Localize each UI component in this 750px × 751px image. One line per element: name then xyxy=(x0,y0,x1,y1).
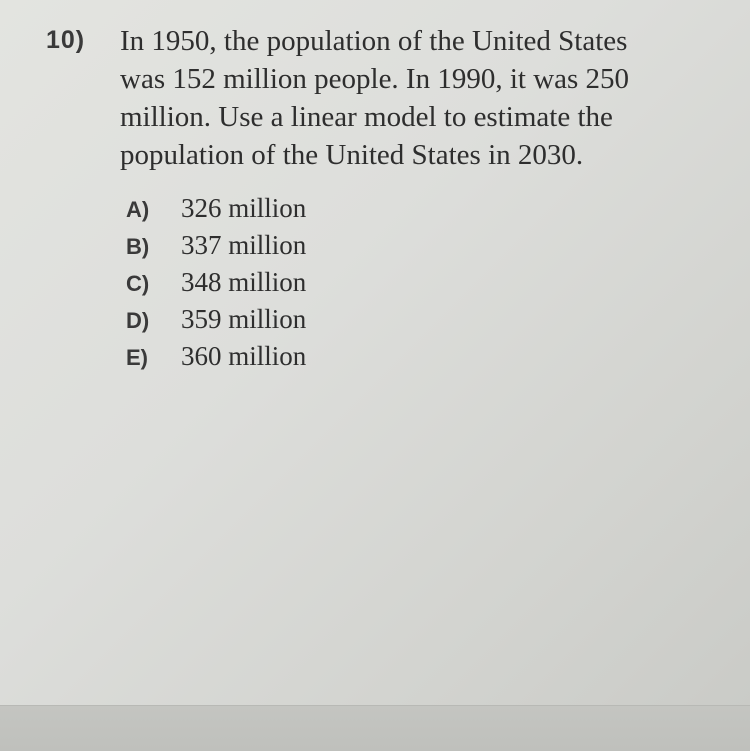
answer-choices xyxy=(126,193,426,378)
choice-b xyxy=(126,230,426,267)
choice-text: 360 million xyxy=(181,341,307,371)
page-bottom-edge xyxy=(0,705,750,751)
choice-a xyxy=(126,193,426,230)
choice-letter: D) xyxy=(126,308,150,333)
choice-d xyxy=(126,304,426,341)
question-number: 10) xyxy=(46,26,86,54)
choice-text: 326 million xyxy=(181,193,307,223)
choice-text: 337 million xyxy=(181,230,307,260)
choice-text: 359 million xyxy=(181,304,307,334)
question-line: was 152 million people. In 1990, it was 250 xyxy=(120,63,630,95)
question-line: In 1950, the population of the United States xyxy=(120,25,628,57)
choice-letter: C) xyxy=(126,271,150,296)
question-line: population of the United States in 2030. xyxy=(120,139,584,171)
choice-letter: B) xyxy=(126,234,150,259)
choice-c xyxy=(126,267,426,304)
choice-text: 348 million xyxy=(181,267,307,297)
choice-letter: E) xyxy=(126,345,148,370)
question-line: million. Use a linear model to estimate the xyxy=(120,101,613,133)
choice-e xyxy=(126,341,426,378)
question-text xyxy=(120,22,680,174)
choice-letter: A) xyxy=(126,197,150,222)
